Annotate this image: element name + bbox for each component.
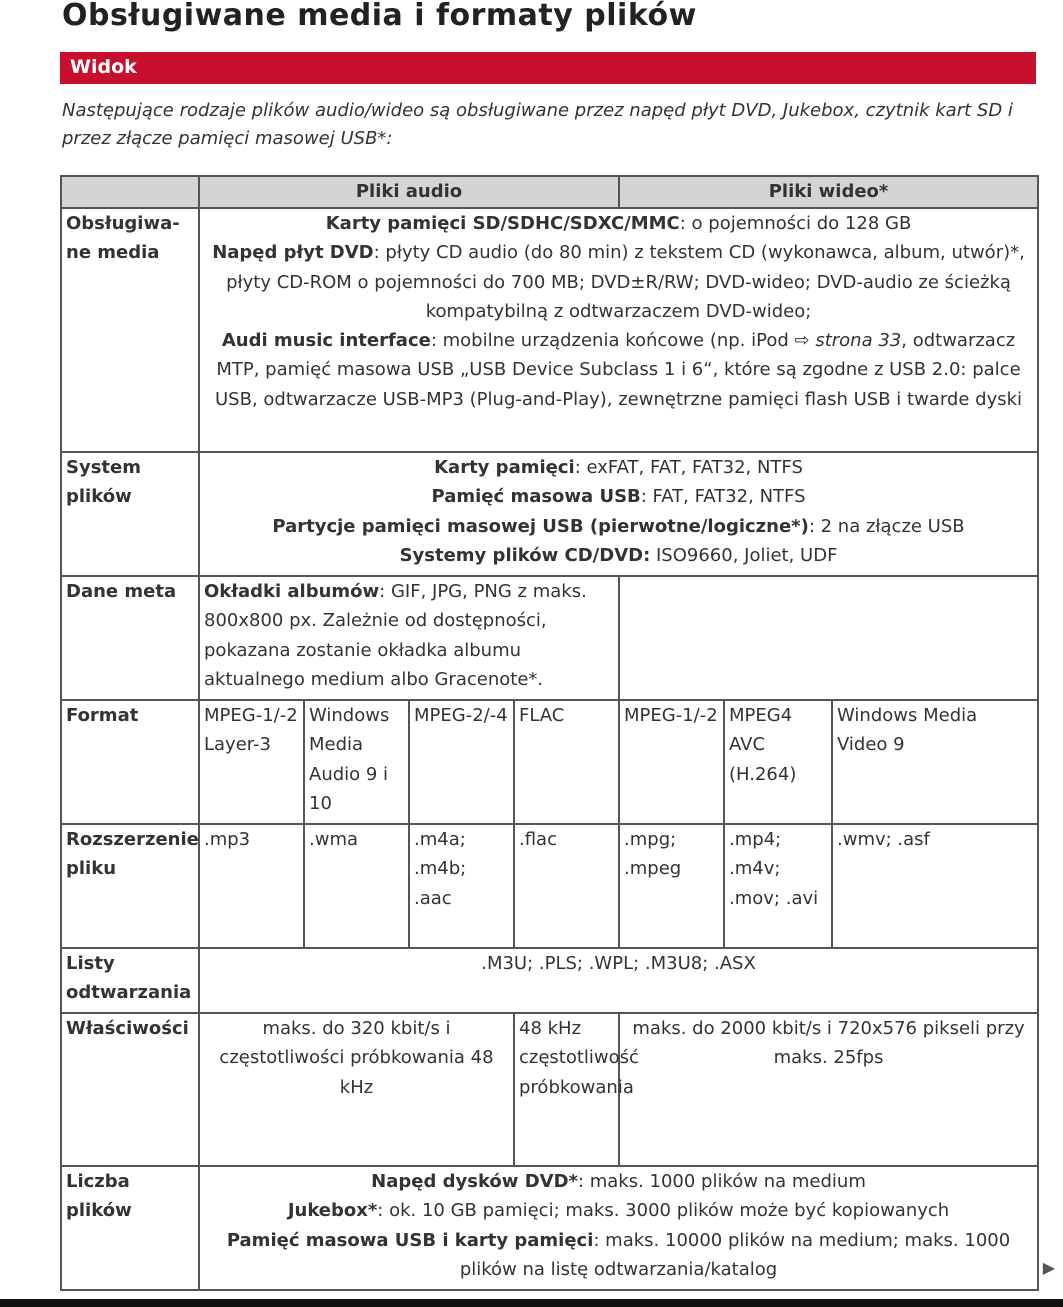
format-cell: MPEG-1/-2 — [619, 700, 724, 824]
fs-usb-label: Pamięć masowa USB — [431, 486, 641, 508]
ami-text-1: : mobilne urządzenia końcowe (np. iPod — [430, 330, 795, 352]
sd-cards-label: Karty pamięci SD/SDHC/SDXC/MMC — [325, 213, 680, 234]
format-cell: FLAC — [514, 700, 619, 824]
extension-cell: .mpg; .mpeg — [619, 824, 724, 948]
row-label-format: Format — [61, 700, 199, 824]
meta-audio-cell — [199, 576, 619, 700]
row-supported-media — [61, 208, 1038, 452]
intro-paragraph: Następujące rodzaje plików audio/wideo są obsługiwane przez napęd płyt DVD, Jukebox, czytnik kart SD i przez złącze pamięci masowej USB*: — [62, 100, 1013, 149]
properties-video-cell: maks. do 2000 kbit/s i 720x576 pikseli przy maks. 25fps — [619, 1013, 1038, 1166]
fc-dvd-label: Napęd dysków DVD* — [371, 1171, 578, 1192]
header-audio-files: Pliki audio — [199, 176, 619, 208]
fs-cards-label: Karty pamięci — [434, 457, 575, 478]
section-header-bar — [60, 52, 1036, 84]
fs-cd-text: ISO9660, Joliet, UDF — [650, 544, 838, 566]
ami-label: Audi music interface — [221, 330, 431, 352]
row-label-meta: Dane meta — [61, 576, 199, 700]
header-corner — [61, 176, 199, 208]
fs-usb-text: : FAT, FAT32, NTFS — [640, 486, 806, 508]
filesystem-cell — [199, 452, 1038, 576]
extension-cell: .wmv; .asf — [832, 824, 1038, 948]
table-header-row — [61, 176, 1038, 208]
fc-usb-text: : maks. 10000 plików na medium; maks. 1000 plików na listę odtwarzania/katalog — [459, 1229, 1011, 1280]
media-cell — [199, 208, 1038, 452]
page-title: Obsługiwane media i formaty plików — [62, 0, 697, 33]
extension-cell: .flac — [514, 824, 619, 948]
row-metadata — [61, 576, 1038, 700]
row-properties — [61, 1013, 1038, 1166]
media-formats-table — [60, 175, 1039, 1291]
dvd-drive-label: Napęd płyt DVD — [212, 242, 374, 264]
fc-usb-label: Pamięć masowa USB i karty pamięci — [226, 1229, 594, 1251]
extension-cell: .mp4; .m4v; .mov; .avi — [724, 824, 832, 948]
ami-text-2: , odtwarzacz MTP, pamięć masowa USB „USB Device Subclass 1 i 6“, które są zgodne z USB 2.0: palce USB, odtwarzacze USB-MP3 (Plug-and-Play), zewnętrzne pamięci flash USB i twarde dyski — [215, 330, 1023, 410]
album-covers-text: : GIF, JPG, PNG z maks. 800x800 px. Zależnie od dostępności, pokazana zostanie okładka albumu aktualnego medium albo Gracenote*. — [204, 581, 587, 690]
properties-flac-cell: 48 kHz częstotliwość próbkowania — [514, 1013, 619, 1166]
row-extension — [61, 824, 1038, 948]
row-label-properties: Właściwości — [61, 1013, 199, 1166]
page-reference-link[interactable]: strona 33 — [809, 330, 902, 352]
format-cell: Windows Media Audio 9 i 10 — [304, 700, 409, 824]
format-cell: MPEG-2/-4 — [409, 700, 514, 824]
format-cell: MPEG4 AVC (H.264) — [724, 700, 832, 824]
row-file-count — [61, 1166, 1038, 1290]
extension-cell: .mp3 — [199, 824, 304, 948]
album-covers-label: Okładki albumów — [204, 581, 380, 602]
bottom-border — [0, 1299, 1063, 1307]
header-video-files: Pliki wideo* — [619, 176, 1038, 208]
format-cell: Windows Media Video 9 — [832, 700, 1038, 824]
extension-cell: .wma — [304, 824, 409, 948]
meta-video-cell — [619, 576, 1038, 700]
row-label-filecount: Liczba plików — [61, 1166, 199, 1290]
sd-cards-text: : o pojemności do 128 GB — [679, 213, 912, 234]
fc-dvd-text: : maks. 1000 plików na medium — [577, 1171, 866, 1192]
row-label-media: Obsługiwa-ne media — [61, 208, 199, 452]
next-page-icon[interactable]: ▶ — [1042, 1258, 1055, 1277]
extension-cell: .m4a; .m4b; .aac — [409, 824, 514, 948]
filecount-cell — [199, 1166, 1038, 1290]
row-file-system — [61, 452, 1038, 576]
row-label-extension: Rozszerzenie pliku — [61, 824, 199, 948]
format-cell: MPEG-1/-2 Layer-3 — [199, 700, 304, 824]
row-format — [61, 700, 1038, 824]
row-playlists — [61, 948, 1038, 1013]
fs-partitions-text: : 2 na złącze USB — [808, 515, 965, 537]
row-label-filesystem: System plików — [61, 452, 199, 576]
playlists-cell: .M3U; .PLS; .WPL; .M3U8; .ASX — [199, 948, 1038, 1013]
fs-cards-text: : exFAT, FAT, FAT32, NTFS — [574, 457, 803, 478]
fc-jukebox-text: : ok. 10 GB pamięci; maks. 3000 plików może być kopiowanych — [377, 1200, 950, 1222]
row-label-playlists: Listy odtwarzania — [61, 948, 199, 1013]
fs-partitions-label: Partycje pamięci masowej USB (pierwotne/logiczne*) — [272, 515, 809, 537]
section-title: Widok — [70, 56, 137, 78]
arrow-right-icon: ⇨ — [794, 330, 810, 352]
fc-jukebox-label: Jukebox* — [287, 1200, 378, 1222]
fs-cd-label: Systemy plików CD/DVD: — [399, 544, 651, 566]
properties-audio-cell: maks. do 320 kbit/s i częstotliwości próbkowania 48 kHz — [199, 1013, 514, 1166]
dvd-drive-text: : płyty CD audio (do 80 min) z tekstem CD (wykonawca, album, utwór)*, płyty CD-ROM o pojemności do 700 MB; DVD±R/RW; DVD-wideo; DVD-audio ze ścieżką kompatybilną z odtwarzaczem DVD-wideo; — [226, 242, 1025, 322]
